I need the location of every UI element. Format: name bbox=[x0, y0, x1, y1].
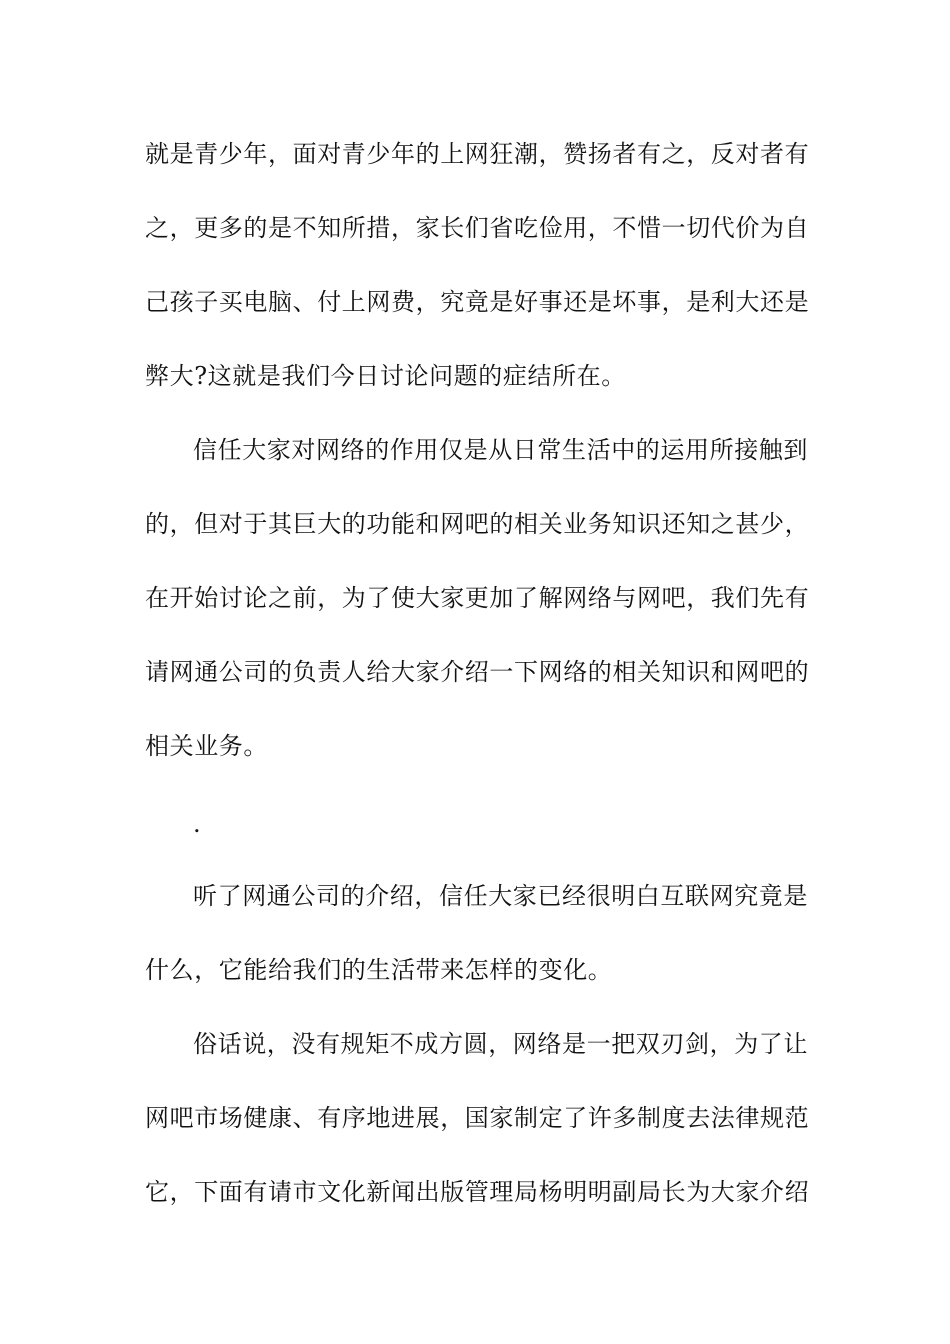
paragraph-line: 请网通公司的负责人给大家介绍一下网络的相关知识和网吧的 bbox=[145, 658, 810, 686]
paragraph-line: 听了网通公司的介绍，信任大家已经很明白互联网究竟是 bbox=[193, 882, 808, 910]
paragraph-line: 信任大家对网络的作用仅是从日常生活中的运用所接触到 bbox=[193, 436, 808, 464]
paragraph-line: 己孩子买电脑、付上网费，究竟是好事还是坏事，是利大还是 bbox=[145, 288, 810, 316]
stray-dot: . bbox=[193, 810, 201, 838]
paragraph-line: 什么，它能给我们的生活带来怎样的变化。 bbox=[145, 956, 613, 984]
paragraph-line: 网吧市场健康、有序地进展，国家制定了许多制度去法律规范 bbox=[145, 1104, 810, 1132]
paragraph-line: 之，更多的是不知所措，家长们省吃俭用，不惜一切代价为自 bbox=[145, 214, 810, 242]
paragraph-line: 相关业务。 bbox=[145, 732, 268, 760]
paragraph-line: 就是青少年，面对青少年的上网狂潮，赞扬者有之，反对者有 bbox=[145, 140, 810, 168]
paragraph-line: 弊大?这就是我们今日讨论问题的症结所在。 bbox=[145, 362, 626, 390]
paragraph-line: 俗话说，没有规矩不成方圆，网络是一把双刃剑，为了让 bbox=[193, 1030, 808, 1058]
paragraph-line: 在开始讨论之前，为了使大家更加了解网络与网吧，我们先有 bbox=[145, 584, 810, 612]
paragraph-line: 它，下面有请市文化新闻出版管理局杨明明副局长为大家介绍 bbox=[145, 1178, 810, 1206]
paragraph-line: 的，但对于其巨大的功能和网吧的相关业务知识还知之甚少， bbox=[145, 510, 810, 538]
